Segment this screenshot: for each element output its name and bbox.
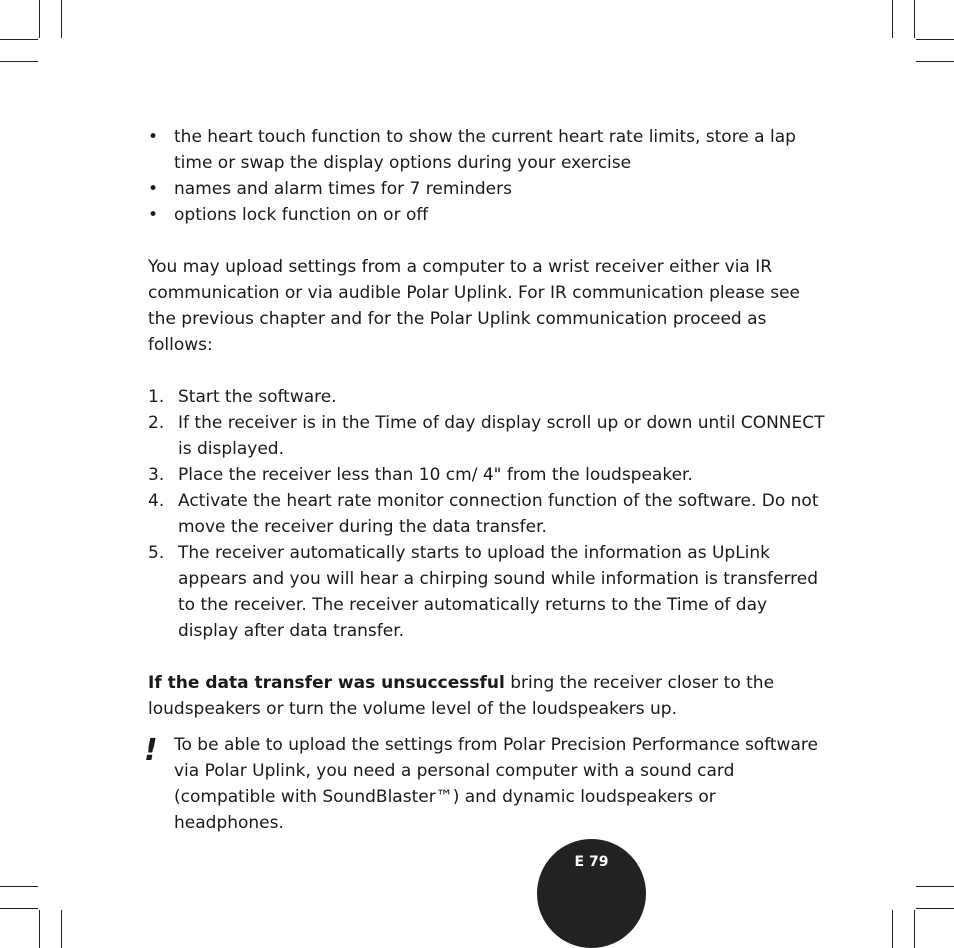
step-number: 1. (148, 387, 165, 407)
crop-mark (39, 910, 40, 948)
step-text: Start the software. (178, 387, 337, 407)
exclamation-icon: ! (144, 733, 158, 768)
step-text: Place the receiver less than 10 cm/ 4" from the loudspeaker. (178, 465, 693, 485)
crop-mark (0, 39, 38, 40)
step-item (148, 384, 828, 410)
list-item (148, 202, 828, 228)
troubleshoot-lead: If the data transfer was unsuccessful (148, 673, 505, 693)
bullet-mark: • (148, 179, 159, 199)
step-item (148, 462, 828, 488)
step-text: Activate the heart rate monitor connection function of the software. Do not move the receiver during the data transfer. (178, 491, 819, 537)
page-content (144, 124, 828, 836)
intro-paragraph: You may upload settings from a computer to a wrist receiver either via IR communication or via audible Polar Uplink. For IR communication please see the previous chapter and for the Polar Uplink communication proceed as follows: (148, 257, 800, 355)
crop-mark (61, 910, 62, 948)
step-text: If the receiver is in the Time of day display scroll up or down until CONNECT is displayed. (178, 413, 825, 459)
crop-mark (61, 0, 62, 38)
crop-mark (914, 0, 915, 38)
troubleshoot-text: bring the receiver closer to the loudspeakers or turn the volume level of the loudspeakers up. (148, 673, 775, 719)
page-number: E 79 (574, 854, 609, 870)
crop-mark (916, 908, 954, 909)
crop-mark (0, 61, 38, 62)
crop-mark (916, 39, 954, 40)
crop-mark (916, 61, 954, 62)
step-number: 5. (148, 543, 165, 563)
crop-mark (914, 910, 915, 948)
step-item (148, 540, 828, 644)
step-number: 3. (148, 465, 165, 485)
step-number: 4. (148, 491, 165, 511)
crop-mark (892, 0, 893, 38)
crop-mark (0, 908, 38, 909)
step-text: The receiver automatically starts to upload the information as UpLink appears and you will hear a chirping sound while information is transferred to the receiver. The receiver automatically returns to the Time of day display after data transfer. (178, 543, 819, 641)
troubleshoot-paragraph (148, 670, 828, 722)
list-item (148, 176, 828, 202)
list-item (148, 124, 828, 176)
bullet-text: the heart touch function to show the current heart rate limits, store a lap time or swap the display options during your exercise (174, 127, 796, 173)
bullet-text: options lock function on or off (174, 205, 429, 225)
crop-mark (0, 886, 38, 887)
crop-mark (39, 0, 40, 38)
crop-mark (916, 886, 954, 887)
step-item (148, 410, 828, 462)
bullet-text: names and alarm times for 7 reminders (174, 179, 512, 199)
note-text: To be able to upload the settings from Polar Precision Performance software via Polar Uplink, you need a personal computer with a sound card (compatible with SoundBlaster™) and dynamic loudspeakers or headphones. (174, 735, 818, 833)
crop-mark (892, 910, 893, 948)
step-item (148, 488, 828, 540)
note-box (144, 732, 828, 836)
page-number-badge (537, 839, 646, 948)
bullet-mark: • (148, 205, 159, 225)
bullet-mark: • (148, 127, 159, 147)
step-number: 2. (148, 413, 165, 433)
